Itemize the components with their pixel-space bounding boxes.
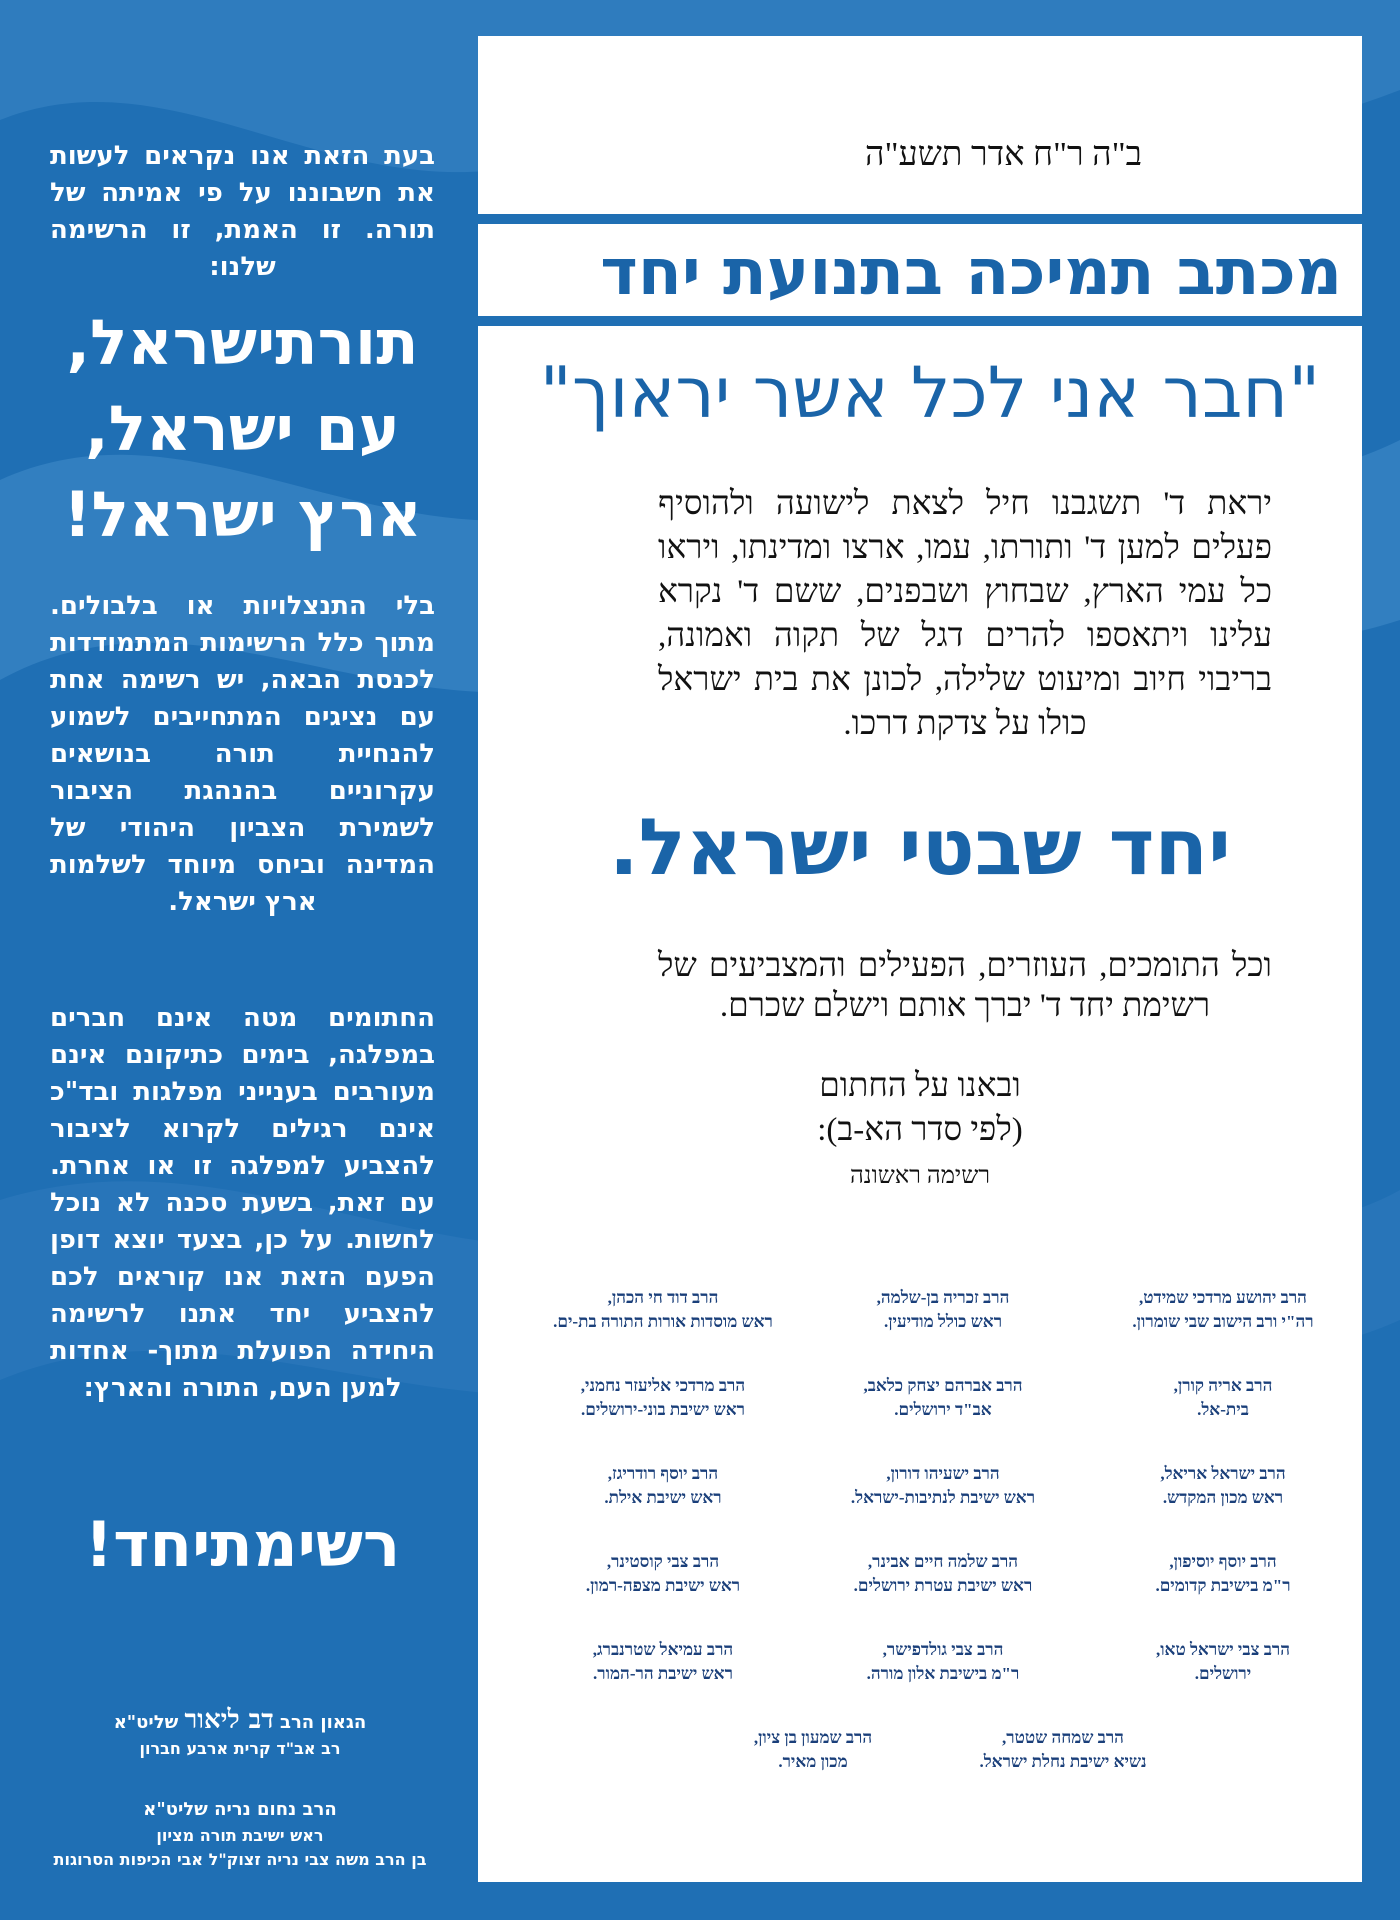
signer-name: הרב עמיאל שטרנברג, (592, 1640, 734, 1659)
signer-entry (538, 1286, 788, 1334)
signer-name: הרב יהושע מרדכי שמידט, (1139, 1288, 1307, 1307)
signer-role: ראש ישיבת אילת. (604, 1488, 722, 1507)
signer-name: הרב ישעיהו דורון, (886, 1464, 1000, 1483)
left-sidebar (0, 0, 470, 1920)
hebrew-date: ב"ה ר"ח אדר תשע"ה (865, 136, 1142, 173)
sidebar-final-slogan: רשימתיחד! (84, 1508, 401, 1581)
letter-panel (478, 36, 1362, 1882)
slogan-line-nation: עם ישראל, (85, 392, 400, 465)
signer-entry (818, 1462, 1068, 1510)
sign-intro-line-1: ובאנו על החתום (819, 1068, 1021, 1104)
signer-name: הרב דוד חי הכהן, (607, 1288, 719, 1307)
signer-entry (538, 1462, 788, 1510)
intro-paragraph: יראת ד' תשגבנו חיל לצאת לישועה ולהוסיף פעלים למען ד' ותורתו, עמו, ארצו ומדינתו, ויראו כל עמי הארץ, שבחוץ ושבפנים, ששם ד' נקרא עלינו ויתאספו להרים דגל של תקוה ואמונה, בריבוי חיוב ומיעוט שלילה, לכונן את בית ישראל כולו על צדקת דרכו. (658, 486, 1272, 742)
signer-name: הרב צבי קוסטינר, (606, 1552, 720, 1571)
signer-entry (538, 1550, 788, 1598)
signer-role: בית-אל. (1197, 1400, 1249, 1419)
signer-name: הרב שמחה שטטר, (1002, 1728, 1124, 1747)
signer-entry (1098, 1462, 1348, 1510)
signature-rabbi-neria (30, 1796, 450, 1872)
signer-role: ראש כולל מודיעין. (883, 1312, 1003, 1331)
signer-role: ראש מכון המקדש. (1162, 1488, 1284, 1507)
signer-role: אב"ד ירושלים. (894, 1400, 992, 1419)
signer-entry (818, 1286, 1068, 1334)
sidebar-paragraph-1: בלי התנצלויות או בלבולים. מתוך כלל הרשימות המתמודדות לכנסת הבאה, יש רשימה אחת עם נציגים המתחייבים לשמוע להנחיית תורה בנושאים עקרוניים בהנהגת הציבור לשמירת הצביון היהודי של המדינה וביחס מיוחד לשלמות ארץ ישראל. (50, 591, 435, 917)
sig-name-neria: הרב נחום נריה שליט"א (143, 1799, 337, 1820)
sidebar-paragraph-2: החתומים מטה אינם חברים במפלגה, בימים כתיקונם אינם מעורבים בענייני מפלגות ובד"כ אינם רגילים לקרוא לציבור להצביע למפלגה זו או אחרת. עם זאת, בשעת סכנה לא נוכל לחשות. על כן, בצעד יוצא דופן הפעם הזאת אנו קוראים לכם להצביע יחד אתנו לרשימה היחידה הפועלת מתוך- אחדות למען העם, התורה והארץ: (50, 1003, 435, 1403)
signer-entry (1098, 1638, 1348, 1686)
signer-name: הרב ישראל אריאל, (1160, 1464, 1286, 1483)
signer-entry (1098, 1286, 1348, 1334)
signer-entry (538, 1638, 788, 1686)
signer-role: נשיא ישיבת נחלת ישראל. (979, 1752, 1147, 1771)
signer-role: ראש מוסדות אורות התורה בת-ים. (553, 1312, 773, 1331)
signer-entry (538, 1374, 788, 1422)
signer-name: הרב צבי ישראל טאו, (1155, 1640, 1291, 1659)
signer-role: מכון מאיר. (778, 1752, 848, 1771)
thanks-paragraph: וכל התומכים, העוזרים, הפעילים והמצביעים של רשימת יחד ד' יברך אותם וישלם שכרם. (658, 948, 1272, 1024)
sig-role-neria-1: ראש ישיבת תורה מציון (156, 1826, 324, 1845)
sig-role-neria-2: בן הרב משה צבי נריה זצוק"ל אבי הכיפות הסרוגות (53, 1850, 427, 1869)
slogan-line-land: ארץ ישראל! (63, 478, 422, 551)
sig-suffix: שליט"א (113, 1712, 179, 1733)
signer-name: הרב שמעון בן ציון, (753, 1728, 873, 1747)
signer-name: הרב יוסף רודריגז, (607, 1464, 719, 1483)
signer-role: ראש ישיבת עטרת ירושלים. (853, 1576, 1033, 1595)
signer-role: רה"י ורב הישוב שבי שומרון. (1132, 1312, 1314, 1331)
signer-entry (938, 1726, 1188, 1774)
signer-entry (1098, 1374, 1348, 1422)
slogan-line-torah: תורתישראל, (66, 306, 419, 379)
unity-headline: יחד שבטי ישראל. (608, 803, 1232, 893)
signer-entry (818, 1638, 1068, 1686)
signer-name: הרב זכריה בן-שלמה, (876, 1288, 1010, 1307)
signer-role: ר"מ בישיבת אלון מורה. (866, 1664, 1020, 1683)
signer-role: ראש ישיבת בוני-ירושלים. (581, 1400, 745, 1419)
sidebar-slogan (45, 300, 440, 558)
signer-role: ראש ישיבת לנתיבות-ישראל. (850, 1488, 1036, 1507)
signer-role: ר"מ בישיבת קדומים. (1155, 1576, 1291, 1595)
signature-intro (478, 1064, 1362, 1198)
signer-role: ראש ישיבת הר-המור. (593, 1664, 733, 1683)
title-band (478, 214, 1362, 326)
sig-role-lior: רב אב"ד קרית ארבע חברון (139, 1739, 341, 1758)
signer-role: ירושלים. (1194, 1664, 1252, 1683)
signer-entry (818, 1550, 1068, 1598)
sig-name-lior: דב ליאור (184, 1705, 274, 1735)
signature-rabbi-lior (30, 1706, 450, 1761)
signer-role: ראש ישיבת מצפה-רמון. (585, 1576, 741, 1595)
signer-entry (818, 1374, 1068, 1422)
signer-entry (1098, 1550, 1348, 1598)
signer-name: הרב צבי גולדפישר, (882, 1640, 1004, 1659)
letter-title: מכתב תמיכה בתנועת יחד (600, 236, 1342, 310)
signer-name: הרב שלמה חיים אבינר, (867, 1552, 1019, 1571)
sign-intro-line-2: (לפי סדר הא-ב): (817, 1112, 1023, 1148)
signer-entry (688, 1726, 938, 1774)
list-label: רשימה ראשונה (849, 1163, 991, 1189)
signer-name: הרב מרדכי אליעזר נחמני, (580, 1376, 746, 1395)
quote-heading: "חבר אני לכל אשר יראוך" (539, 352, 1321, 434)
date-box (478, 36, 1362, 214)
signer-name: הרב אברהם יצחק כלאב, (863, 1376, 1023, 1395)
sidebar-intro: בעת הזאת אנו נקראים לעשות את חשבוננו על פי אמיתה של תורה. זו האמת, זו הרשימה שלנו: (50, 141, 435, 282)
sig-prefix: הגאון הרב (279, 1712, 367, 1733)
signer-name: הרב אריה קורן, (1173, 1376, 1273, 1395)
signer-name: הרב יוסף יוסיפון, (1169, 1552, 1277, 1571)
